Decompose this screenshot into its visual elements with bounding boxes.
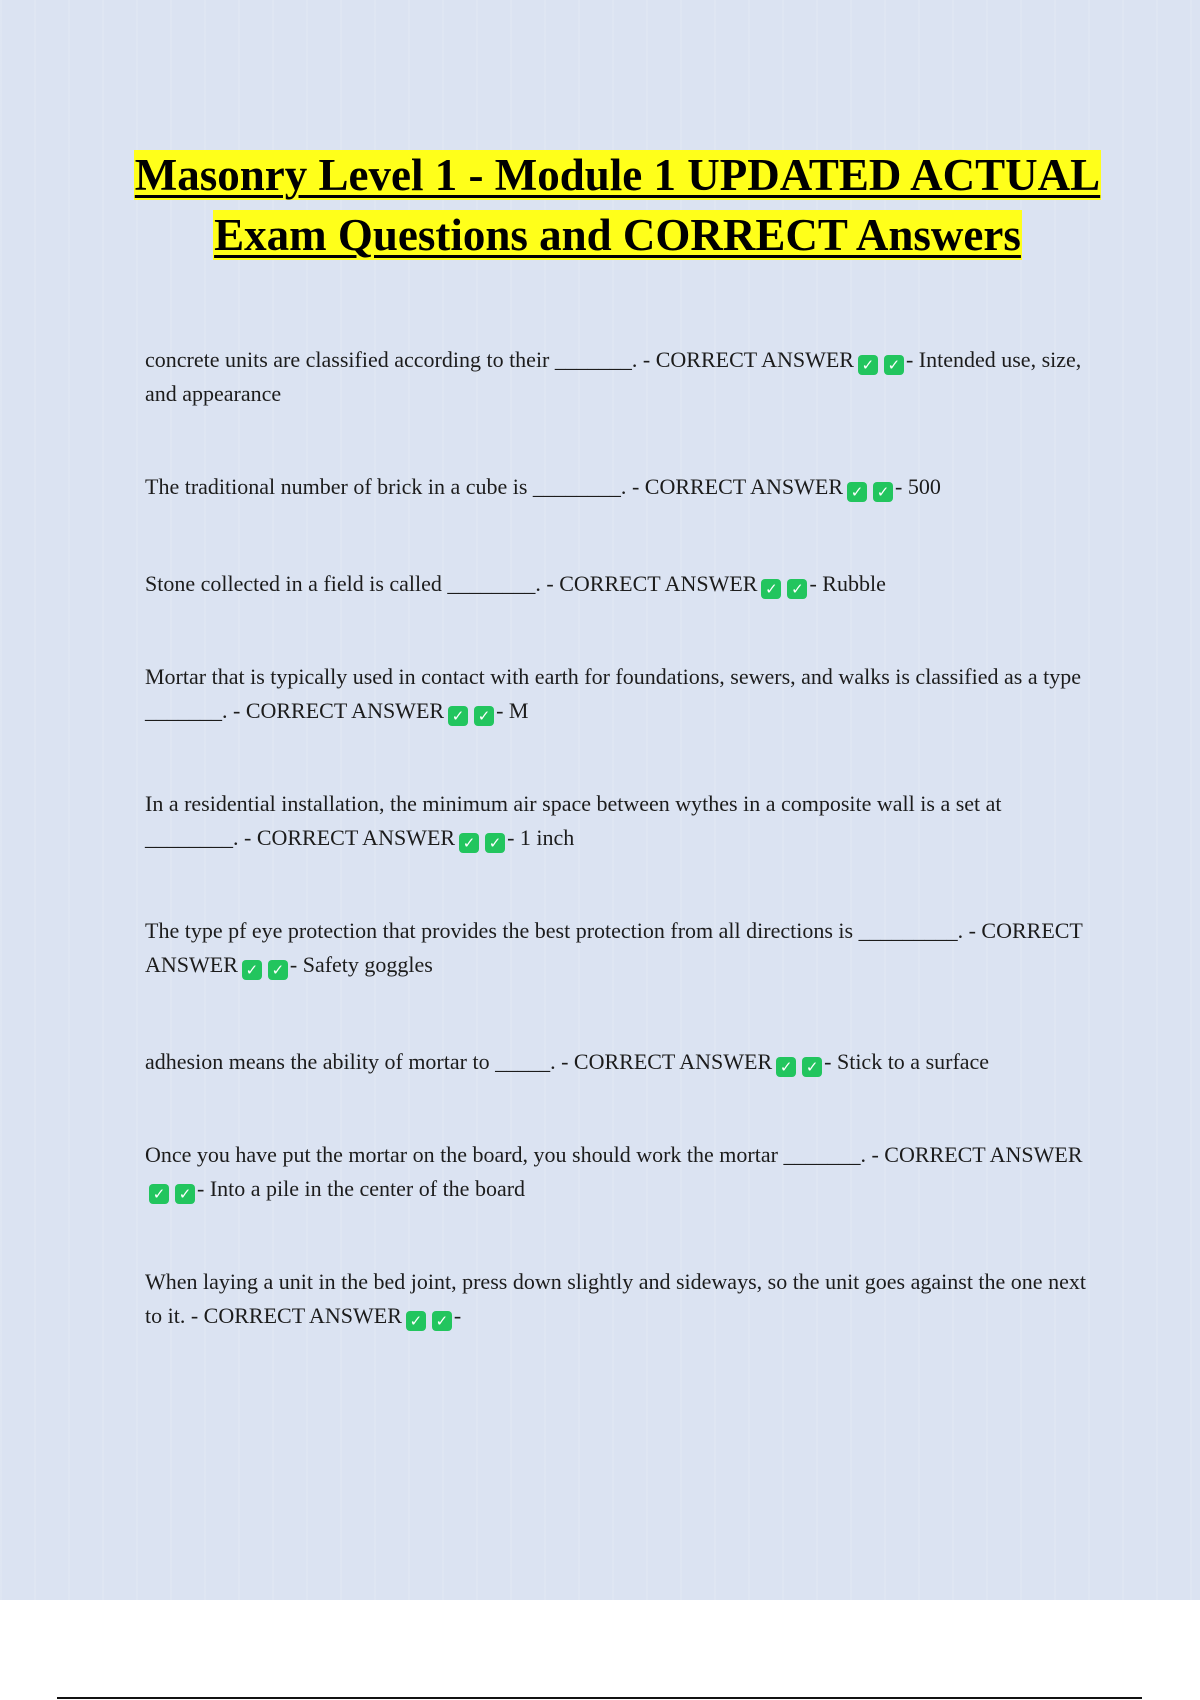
answer-marker: - CORRECT ANSWER [631, 474, 843, 499]
check-mark-icon: ✓ [448, 706, 468, 726]
check-mark-icon: ✓ [268, 960, 288, 980]
answer-text: - [453, 1303, 462, 1328]
qa-item-5 [145, 787, 1100, 855]
footer-divider [57, 1697, 1142, 1699]
qa-item-2 [145, 470, 1100, 504]
question-text: The traditional number of brick in a cube is ________. [145, 474, 627, 499]
qa-item-9 [145, 1265, 1100, 1333]
answer-marker: - CORRECT ANSWER [871, 1142, 1083, 1167]
answer-text: - M [496, 698, 529, 723]
check-mark-icon: ✓ [787, 579, 807, 599]
check-mark-icon: ✓ [175, 1184, 195, 1204]
check-mark-icon: ✓ [485, 833, 505, 853]
answer-text: - Safety goggles [289, 952, 433, 977]
check-mark-icon: ✓ [847, 482, 867, 502]
answer-marker: - CORRECT ANSWER [561, 1049, 773, 1074]
check-mark-icon: ✓ [406, 1311, 426, 1331]
document-title [130, 145, 1105, 265]
check-mark-icon: ✓ [242, 960, 262, 980]
qa-item-8 [145, 1138, 1100, 1206]
check-mark-icon: ✓ [873, 482, 893, 502]
check-mark-icon: ✓ [776, 1057, 796, 1077]
title-block [130, 145, 1105, 265]
qa-item-6 [145, 914, 1100, 982]
question-text: adhesion means the ability of mortar to _____. [145, 1049, 556, 1074]
question-text: Once you have put the mortar on the board, you should work the mortar _______. [145, 1142, 866, 1167]
question-text: When laying a unit in the bed joint, press down slightly and sideways, so the unit goes against the one next to it. [145, 1269, 1086, 1328]
check-mark-icon: ✓ [802, 1057, 822, 1077]
question-text: concrete units are classified according to their _______. [145, 347, 638, 372]
title-highlight: Masonry Level 1 - Module 1 UPDATED ACTUAL Exam Questions and CORRECT Answers [134, 150, 1101, 260]
qa-item-3 [145, 567, 1100, 601]
answer-text: - Into a pile in the center of the board [197, 1176, 526, 1201]
answer-marker: - CORRECT ANSWER [190, 1303, 402, 1328]
answer-text: - 1 inch [507, 825, 575, 850]
check-mark-icon: ✓ [884, 355, 904, 375]
check-mark-icon: ✓ [432, 1311, 452, 1331]
answer-text: - Stick to a surface [824, 1049, 990, 1074]
answer-marker: - CORRECT ANSWER [145, 918, 1083, 977]
qa-item-4 [145, 660, 1100, 728]
question-text: Mortar that is typically used in contact with earth for foundations, sewers, and walks is classified as a type _______. [145, 664, 1081, 723]
answer-text: - Rubble [809, 571, 886, 596]
qa-item-7 [145, 1045, 1100, 1079]
qa-item-1 [145, 343, 1100, 411]
question-text: The type pf eye protection that provides the best protection from all directions is _________. [145, 918, 964, 943]
check-mark-icon: ✓ [474, 706, 494, 726]
check-mark-icon: ✓ [459, 833, 479, 853]
answer-marker: - CORRECT ANSWER [546, 571, 758, 596]
question-text: In a residential installation, the minimum air space between wythes in a composite wall is a set at ________. [145, 791, 1002, 850]
question-text: Stone collected in a field is called ________. [145, 571, 541, 596]
answer-marker: - CORRECT ANSWER [244, 825, 456, 850]
answer-text: - 500 [895, 474, 941, 499]
answer-text: - Intended use, size, and appearance [145, 347, 1082, 406]
answer-marker: - CORRECT ANSWER [233, 698, 445, 723]
check-mark-icon: ✓ [858, 355, 878, 375]
answer-marker: - CORRECT ANSWER [642, 347, 854, 372]
check-mark-icon: ✓ [149, 1184, 169, 1204]
check-mark-icon: ✓ [761, 579, 781, 599]
